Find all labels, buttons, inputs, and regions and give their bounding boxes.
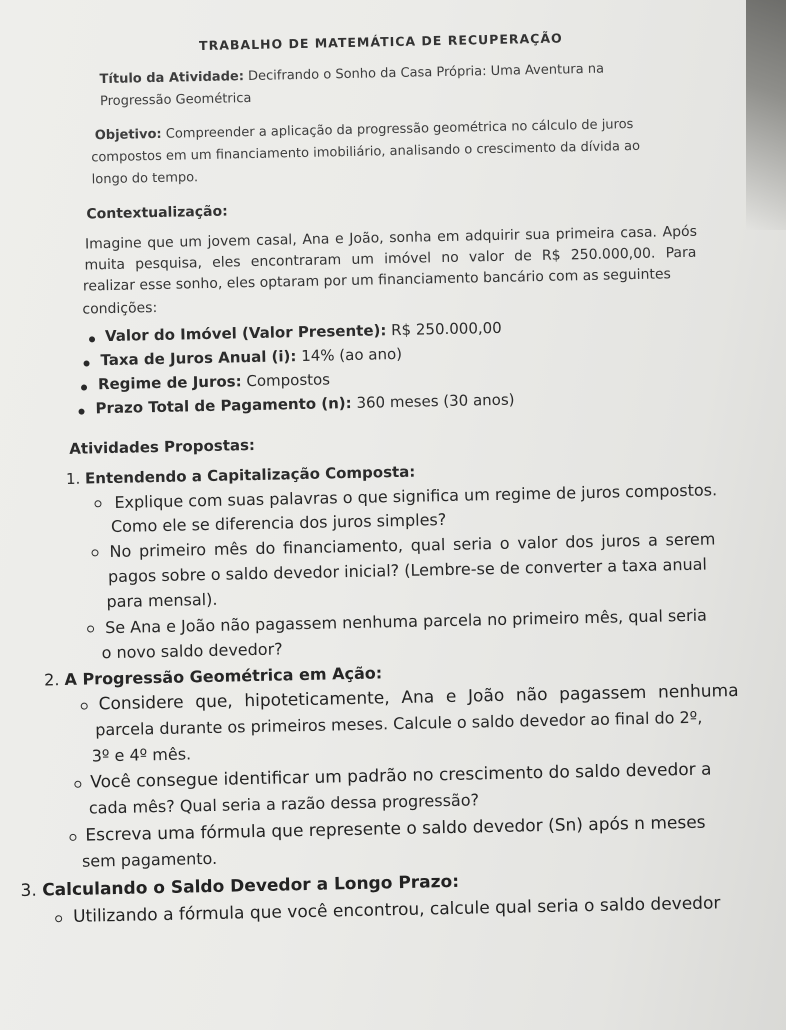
objective-line-1 xyxy=(95,117,634,143)
s2-question-3-line-2: sem pagamento. xyxy=(81,848,218,871)
objective-label: Objetivo: xyxy=(94,126,162,144)
bullet-icon xyxy=(83,360,89,366)
activity-title-line-2: Progressão Geométrica xyxy=(99,90,252,110)
circle-bullet-icon xyxy=(69,834,76,841)
s1-question-3-line-1: Se Ana e João não pagassem nenhuma parcela no primeiro mês, qual seria xyxy=(104,605,708,638)
context-line-4: condições: xyxy=(82,300,158,318)
section-3-number: 3. xyxy=(20,880,38,901)
context-line-1: Imagine que um jovem casal, Ana e João, sonha em adquirir sua primeira casa. Após xyxy=(84,223,698,253)
s2-question-1-line-3: 3º e 4º mês. xyxy=(91,744,192,766)
condition-value: 14% (ao ano) xyxy=(301,344,403,365)
objective-text: Compreender a aplicação da progressão geométrica no cálculo de juros xyxy=(165,116,634,142)
s2-question-3-line-1: Escreva uma fórmula que represente o saldo devedor (Sn) após n meses xyxy=(85,812,706,846)
condition-value: Compostos xyxy=(246,370,331,391)
s2-question-1-line-1: Considere que, hipoteticamente, Ana e João não pagassem nenhuma xyxy=(98,680,739,715)
section-1-number: 1. xyxy=(65,469,81,488)
section-1-heading: Entendendo a Capitalização Composta: xyxy=(84,462,416,488)
condition-item xyxy=(98,370,330,393)
activity-title-line-1 xyxy=(99,62,604,88)
condition-label: Regime de Juros: xyxy=(97,372,242,394)
s2-question-1-line-2: parcela durante os primeiros meses. Calcule o saldo devedor ao final do 2º, xyxy=(95,707,703,740)
section-2-heading-line xyxy=(44,663,382,689)
circle-bullet-icon xyxy=(87,625,94,632)
s3-question-1-line-1: Utilizando a fórmula que você encontrou, calcule qual seria o saldo devedor xyxy=(72,893,721,927)
context-line-3: realizar esse sonho, eles optaram por um financiamento bancário com as seguintes xyxy=(82,266,672,295)
bullet-icon xyxy=(89,336,95,342)
section-2-number: 2. xyxy=(43,670,60,690)
condition-label: Prazo Total de Pagamento (n): xyxy=(95,393,352,418)
s1-question-2-line-3: para mensal). xyxy=(106,589,218,612)
circle-bullet-icon xyxy=(81,703,88,710)
activity-title-label: Título da Atividade: xyxy=(99,69,245,88)
context-line-2: muita pesquisa, eles encontraram um imóvel no valor de R$ 250.000,00. Para xyxy=(84,244,697,274)
s1-question-2-line-2: pagos sobre o saldo devedor inicial? (Lembre-se de converter a taxa anual xyxy=(107,554,708,587)
s1-question-1-line-1: Explique com suas palavras o que significa um regime de juros compostos. xyxy=(114,480,718,512)
bullet-icon xyxy=(81,384,87,390)
circle-bullet-icon xyxy=(91,549,98,556)
s1-question-1-line-2: Como ele se diferencia dos juros simples? xyxy=(110,510,447,537)
section-3-heading-line xyxy=(20,872,459,901)
objective-line-2: compostos em um financiamento imobiliário, analisando o crescimento da dívida ao xyxy=(91,138,641,166)
condition-item xyxy=(95,391,514,418)
circle-bullet-icon xyxy=(55,915,62,922)
circle-bullet-icon xyxy=(94,500,101,507)
s1-question-3-line-2: o novo saldo devedor? xyxy=(101,639,283,663)
activity-title-text: Decifrando o Sonho da Casa Própria: Uma Aventura na xyxy=(247,61,605,85)
condition-value: R$ 250.000,00 xyxy=(390,318,502,340)
section-2-heading: A Progressão Geométrica em Ação: xyxy=(64,663,383,690)
bullet-icon xyxy=(78,409,84,415)
section-3-heading: Calculando o Saldo Devedor a Longo Prazo: xyxy=(42,871,460,901)
s1-question-2-line-1: No primeiro mês do financiamento, qual seria o valor dos juros a serem xyxy=(109,529,716,562)
condition-value: 360 meses (30 anos) xyxy=(356,390,515,412)
section-1-heading-line xyxy=(66,463,416,488)
condition-label: Taxa de Juros Anual (i): xyxy=(100,347,297,370)
s2-question-2-line-2: cada mês? Qual seria a razão dessa progressão? xyxy=(88,790,480,818)
circle-bullet-icon xyxy=(74,781,81,788)
activities-heading: Atividades Propostas: xyxy=(69,435,256,458)
condition-label: Valor do Imóvel (Valor Presente): xyxy=(104,321,387,346)
objective-line-3: longo do tempo. xyxy=(91,170,199,188)
condition-item xyxy=(100,345,402,369)
context-heading: Contextualização: xyxy=(86,203,228,223)
s2-question-2-line-1: Você consegue identificar um padrão no crescimento do saldo devedor a xyxy=(90,759,712,793)
condition-item xyxy=(105,319,502,345)
document-title: TRABALHO DE MATEMÁTICA DE RECUPERAÇÃO xyxy=(198,30,563,54)
